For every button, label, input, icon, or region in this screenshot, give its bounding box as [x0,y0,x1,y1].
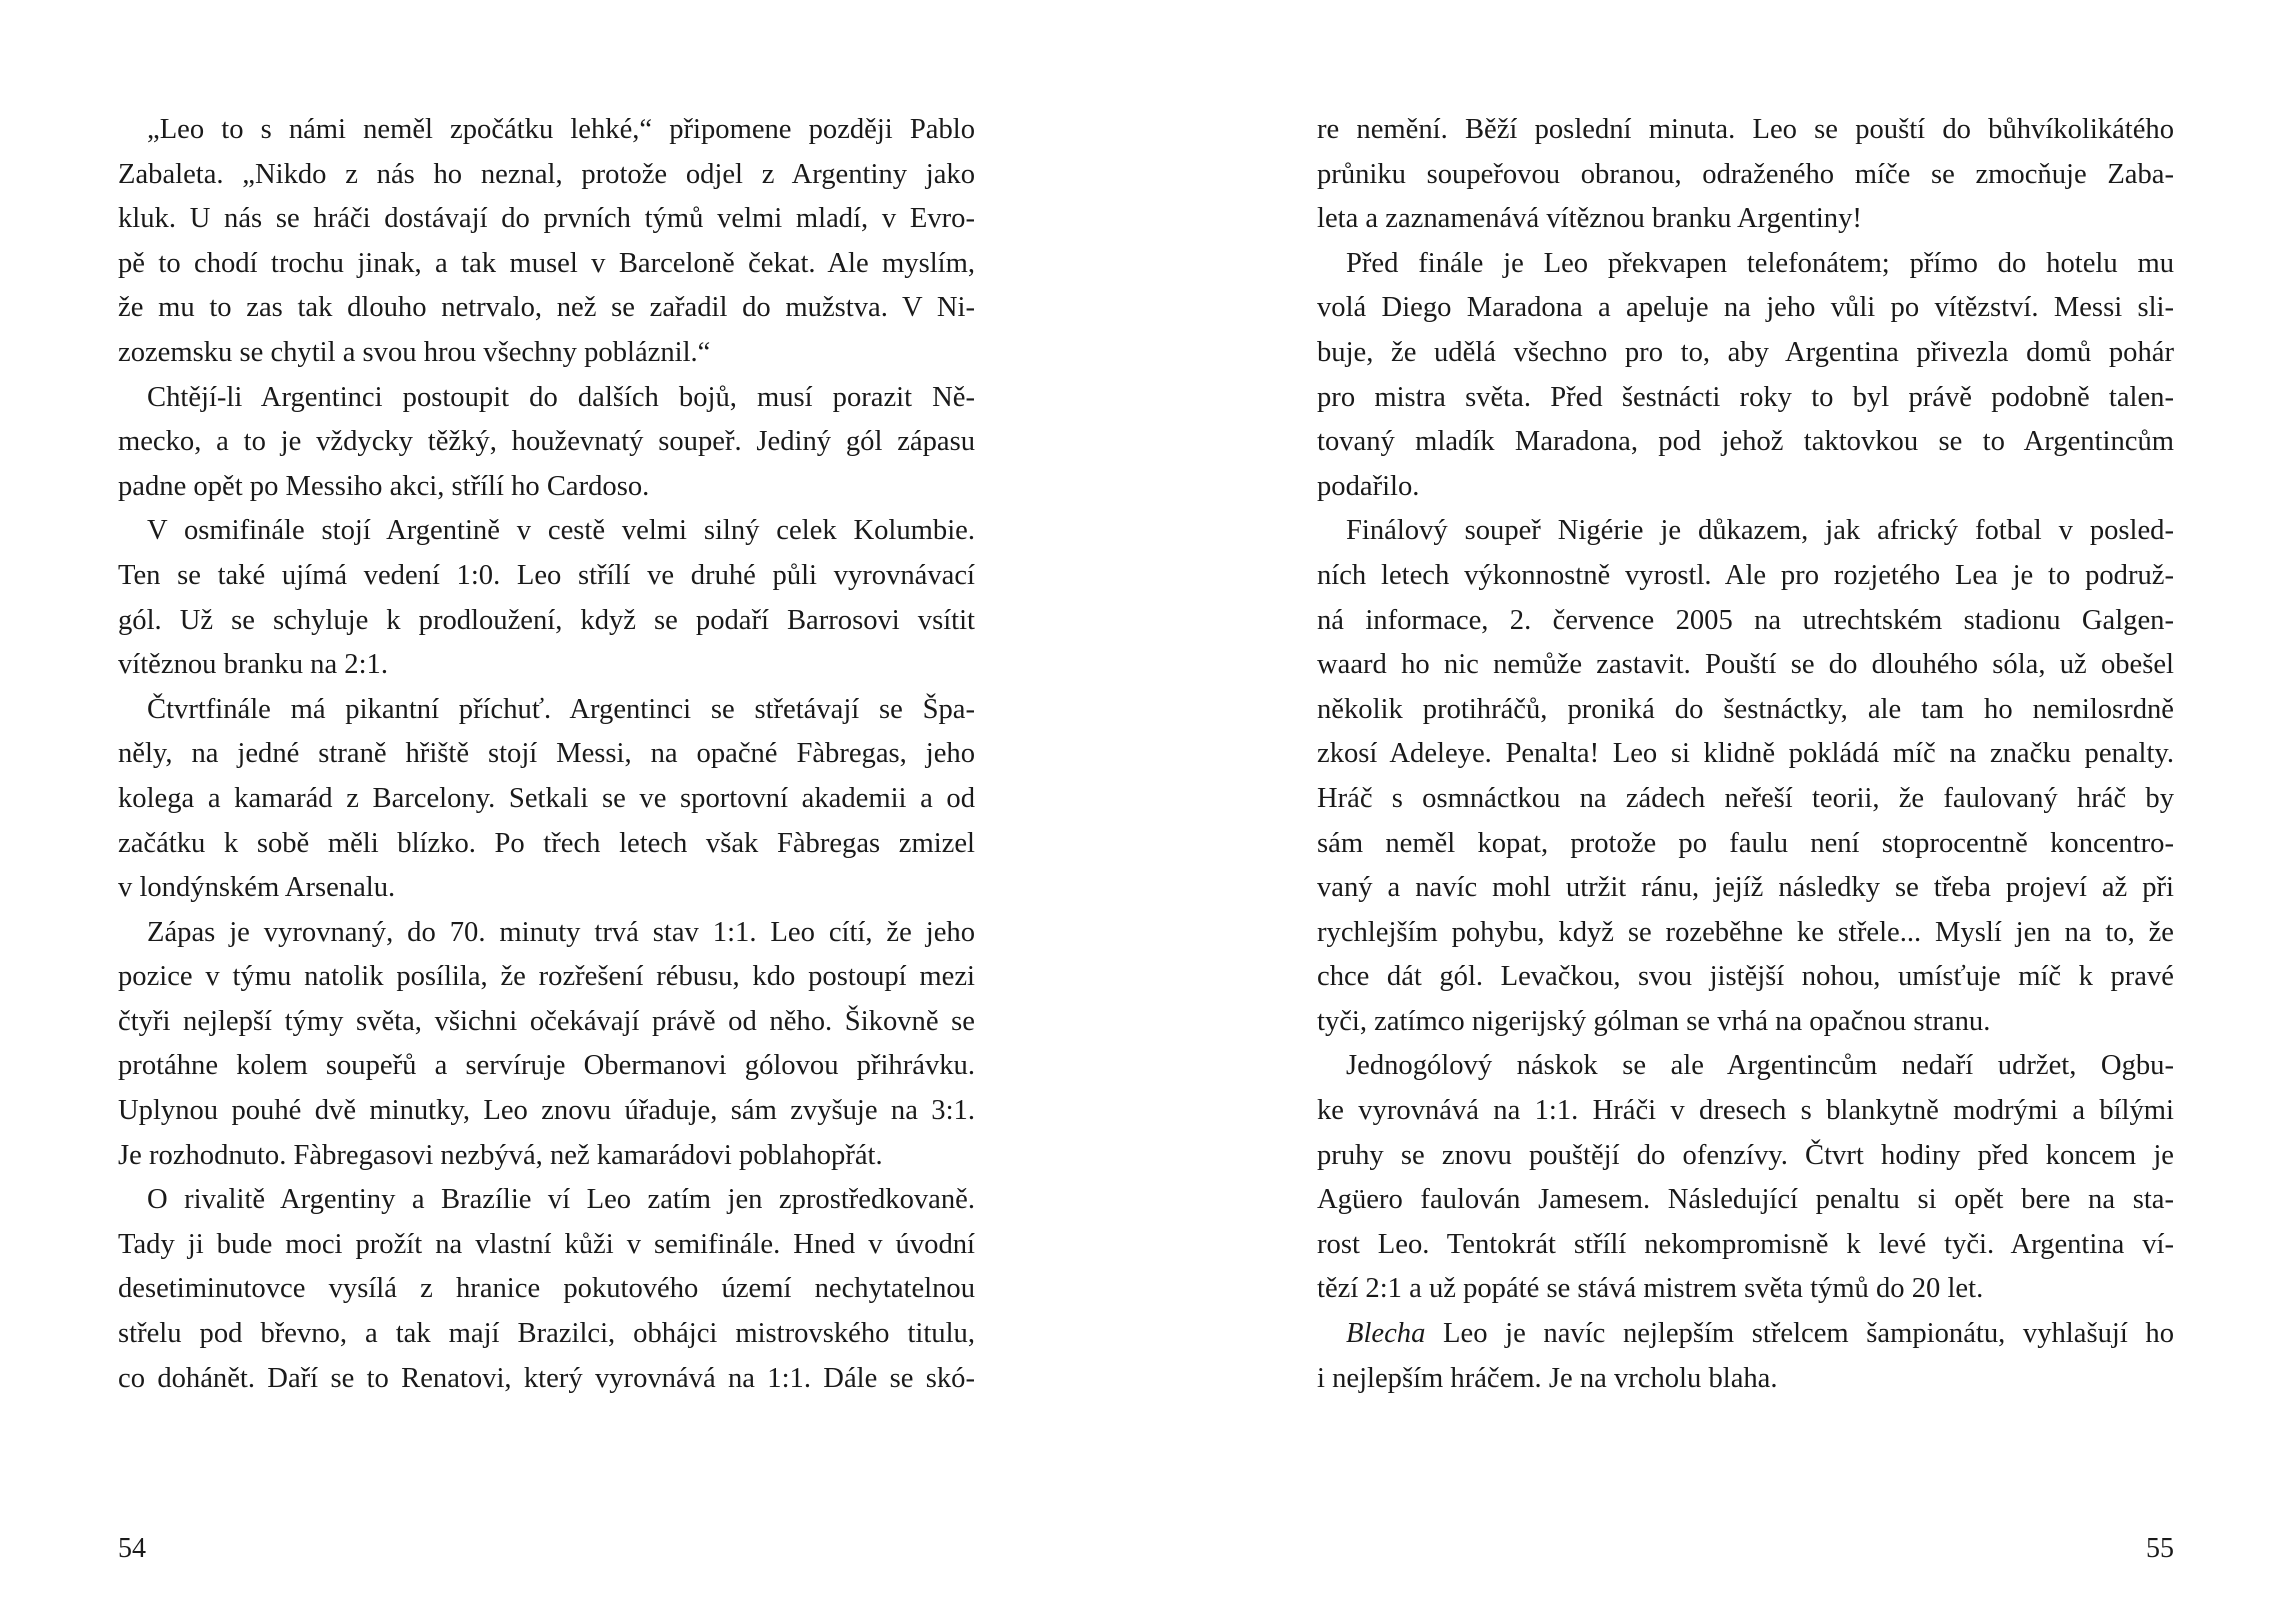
text-line: zozemsku se chytil a svou hrou všechny pobláznil.“ [118,336,711,368]
text-line: kolega a kamarád z Barcelony. Setkali se ve sportovní akademii a od [118,782,975,814]
text-line: V osmifinále stojí Argentině v cestě velmi silný celek Kolumbie. [147,515,975,547]
paragraph [118,376,975,510]
paragraph [1317,1044,2174,1312]
paragraph [118,108,975,376]
text-run: i nejlepším hráčem. Je na vrcholu blaha. [1317,1362,1778,1394]
text-line: něly, na jedné straně hřiště stojí Messi, na opačné Fàbregas, jeho [118,738,975,770]
text-line: Před finále je Leo překvapen telefonátem; přímo do hotelu mu [1346,247,2174,279]
paragraph [118,1178,975,1401]
text-line: Je rozhodnuto. Fàbregasovi nezbývá, než kamarádovi poblahopřát. [118,1139,883,1171]
text-line: Finálový soupeř Nigérie je důkazem, jak africký fotbal v posled- [1346,515,2174,547]
text-line: zkosí Adeleye. Penalta! Leo si klidně pokládá míč na značku penalty. [1317,738,2174,770]
text-line: tězí 2:1 a už popáté se stává mistrem světa týmů do 20 let. [1317,1273,1984,1305]
text-line: desetiminutovce vysílá z hranice pokutového území nechytatelnou [118,1273,975,1305]
paragraph [118,688,975,911]
paragraph [1317,108,2174,242]
text-line: co dohánět. Daří se to Renatovi, který vyrovnává na 1:1. Dále se skó- [118,1362,975,1394]
text-line: rychlejším pohybu, když se rozeběhne ke střele... Myslí jen na to, že [1317,916,2174,948]
text-line: Ten se také ujímá vedení 1:0. Leo střílí ve druhé půli vyrovnávací [118,559,975,591]
text-line: začátku k sobě měli blízko. Po třech letech však Fàbregas zmizel [118,827,975,859]
text-line: několik protihráčů, proniká do šestnáctky, ale tam ho nemilosrdně [1317,693,2174,725]
page-number-right: 55 [2146,1533,2174,1564]
right-page-text [1317,108,2174,1401]
text-line: volá Diego Maradona a apeluje na jeho vůli po vítězství. Messi sli- [1317,292,2174,324]
text-line: podařilo. [1317,470,1420,502]
text-line: Čtvrtfinále má pikantní příchuť. Argentinci se střetávají se Špa- [147,693,975,725]
text-line: pozice v týmu natolik posílila, že rozřešení rébusu, kdo postoupí mezi [118,961,975,993]
text-line: Hráč s osmnáctkou na zádech neřeší teorii, že faulovaný hráč by [1317,782,2174,814]
paragraph [1317,242,2174,510]
text-line: gól. Už se schyluje k prodloužení, když se podaří Barrosovi vsítit [118,604,975,636]
text-line: Agüero faulován Jamesem. Následující penaltu si opět bere na sta- [1317,1184,2174,1216]
paragraph [118,509,975,687]
text-line: sám neměl kopat, protože po faulu není stoprocentně koncentro- [1317,827,2174,859]
text-line: tyči, zatímco nigerijský gólman se vrhá na opačnou stranu. [1317,1005,1991,1037]
text-line: Tady ji bude moci prožít na vlastní kůži v semifinále. Hned v úvodní [118,1228,975,1260]
text-line: vítěznou branku na 2:1. [118,649,388,681]
text-line [1317,1312,2174,1357]
paragraph [1317,509,2174,1044]
text-line: že mu to zas tak dlouho netrvalo, než se zařadil do mužstva. V Ni- [118,292,975,324]
text-line: Zápas je vyrovnaný, do 70. minuty trvá stav 1:1. Leo cítí, že jeho [147,916,975,948]
text-line: průniku soupeřovou obranou, odraženého míče se zmocňuje Zaba- [1317,158,2174,190]
text-line: v londýnském Arsenalu. [118,872,396,904]
text-line: buje, že udělá všechno pro to, aby Argentina přivezla domů pohár [1317,336,2174,368]
text-line: pě to chodí trochu jinak, a tak musel v Barceloně čekat. Ale myslím, [118,247,975,279]
text-run: Leo je navíc nejlepším střelcem šampionátu, vyhlašují ho [1425,1318,2174,1350]
paragraph [118,911,975,1179]
text-line: ních letech výkonnostně vyrostl. Ale pro rozjetého Lea je to podruž- [1317,559,2174,591]
text-line: Uplynou pouhé dvě minutky, Leo znovu úřaduje, sám zvyšuje na 3:1. [118,1095,975,1127]
text-line: Chtějí-li Argentinci postoupit do dalších bojů, musí porazit Ně- [147,381,975,413]
paragraph [1317,1312,2174,1401]
text-line: protáhne kolem soupeřů a servíruje Obermanovi gólovou přihrávku. [118,1050,975,1082]
text-line: O rivalitě Argentiny a Brazílie ví Leo zatím jen zprostředkovaně. [147,1184,975,1216]
italic-word: Blecha [1346,1318,1426,1350]
text-line: vaný a navíc mohl utržit ránu, jejíž následky se třeba projeví až při [1317,872,2174,904]
text-line: Zabaleta. „Nikdo z nás ho neznal, protože odjel z Argentiny jako [118,158,975,190]
text-line [1317,1357,2174,1402]
text-line: pruhy se znovu pouštějí do ofenzívy. Čtvrt hodiny před koncem je [1317,1139,2174,1171]
text-line: čtyři nejlepší týmy světa, všichni očekávají právě od něho. Šikovně se [118,1005,975,1037]
text-line: waard ho nic nemůže zastavit. Pouští se do dlouhého sóla, už obešel [1317,649,2174,681]
text-line: ke vyrovnává na 1:1. Hráči v dresech s blankytně modrými a bílými [1317,1095,2174,1127]
text-line: Jednogólový náskok se ale Argentincům nedaří udržet, Ogbu- [1346,1050,2174,1082]
text-line: chce dát gól. Levačkou, svou jistější nohou, umísťuje míč k pravé [1317,961,2174,993]
text-line: pro mistra světa. Před šestnácti roky to byl právě podobně talen- [1317,381,2174,413]
text-line: střelu pod břevno, a tak mají Brazilci, obhájci mistrovského titulu, [118,1318,975,1350]
right-page [1142,0,2284,1615]
text-line: tovaný mladík Maradona, pod jehož taktovkou se to Argentincům [1317,426,2174,458]
page-number-left: 54 [118,1533,146,1564]
text-line: re nemění. Běží poslední minuta. Leo se pouští do bůhvíkolikátého [1317,114,2174,145]
text-line: leta a zaznamenává vítěznou branku Argentiny! [1317,203,1862,235]
text-line: mecko, a to je vždycky těžký, houževnatý soupeř. Jediný gól zápasu [118,426,975,458]
text-line: „Leo to s námi neměl zpočátku lehké,“ připomene později Pablo [147,114,975,145]
text-line: rost Leo. Tentokrát střílí nekompromisně k levé tyči. Argentina ví- [1317,1228,2174,1260]
text-line: ná informace, 2. července 2005 na utrechtském stadionu Galgen- [1317,604,2174,636]
text-line: kluk. U nás se hráči dostávají do prvních týmů velmi mladí, v Evro- [118,203,975,235]
left-page-text [118,108,975,1401]
text-line: padne opět po Messiho akci, střílí ho Cardoso. [118,470,650,502]
